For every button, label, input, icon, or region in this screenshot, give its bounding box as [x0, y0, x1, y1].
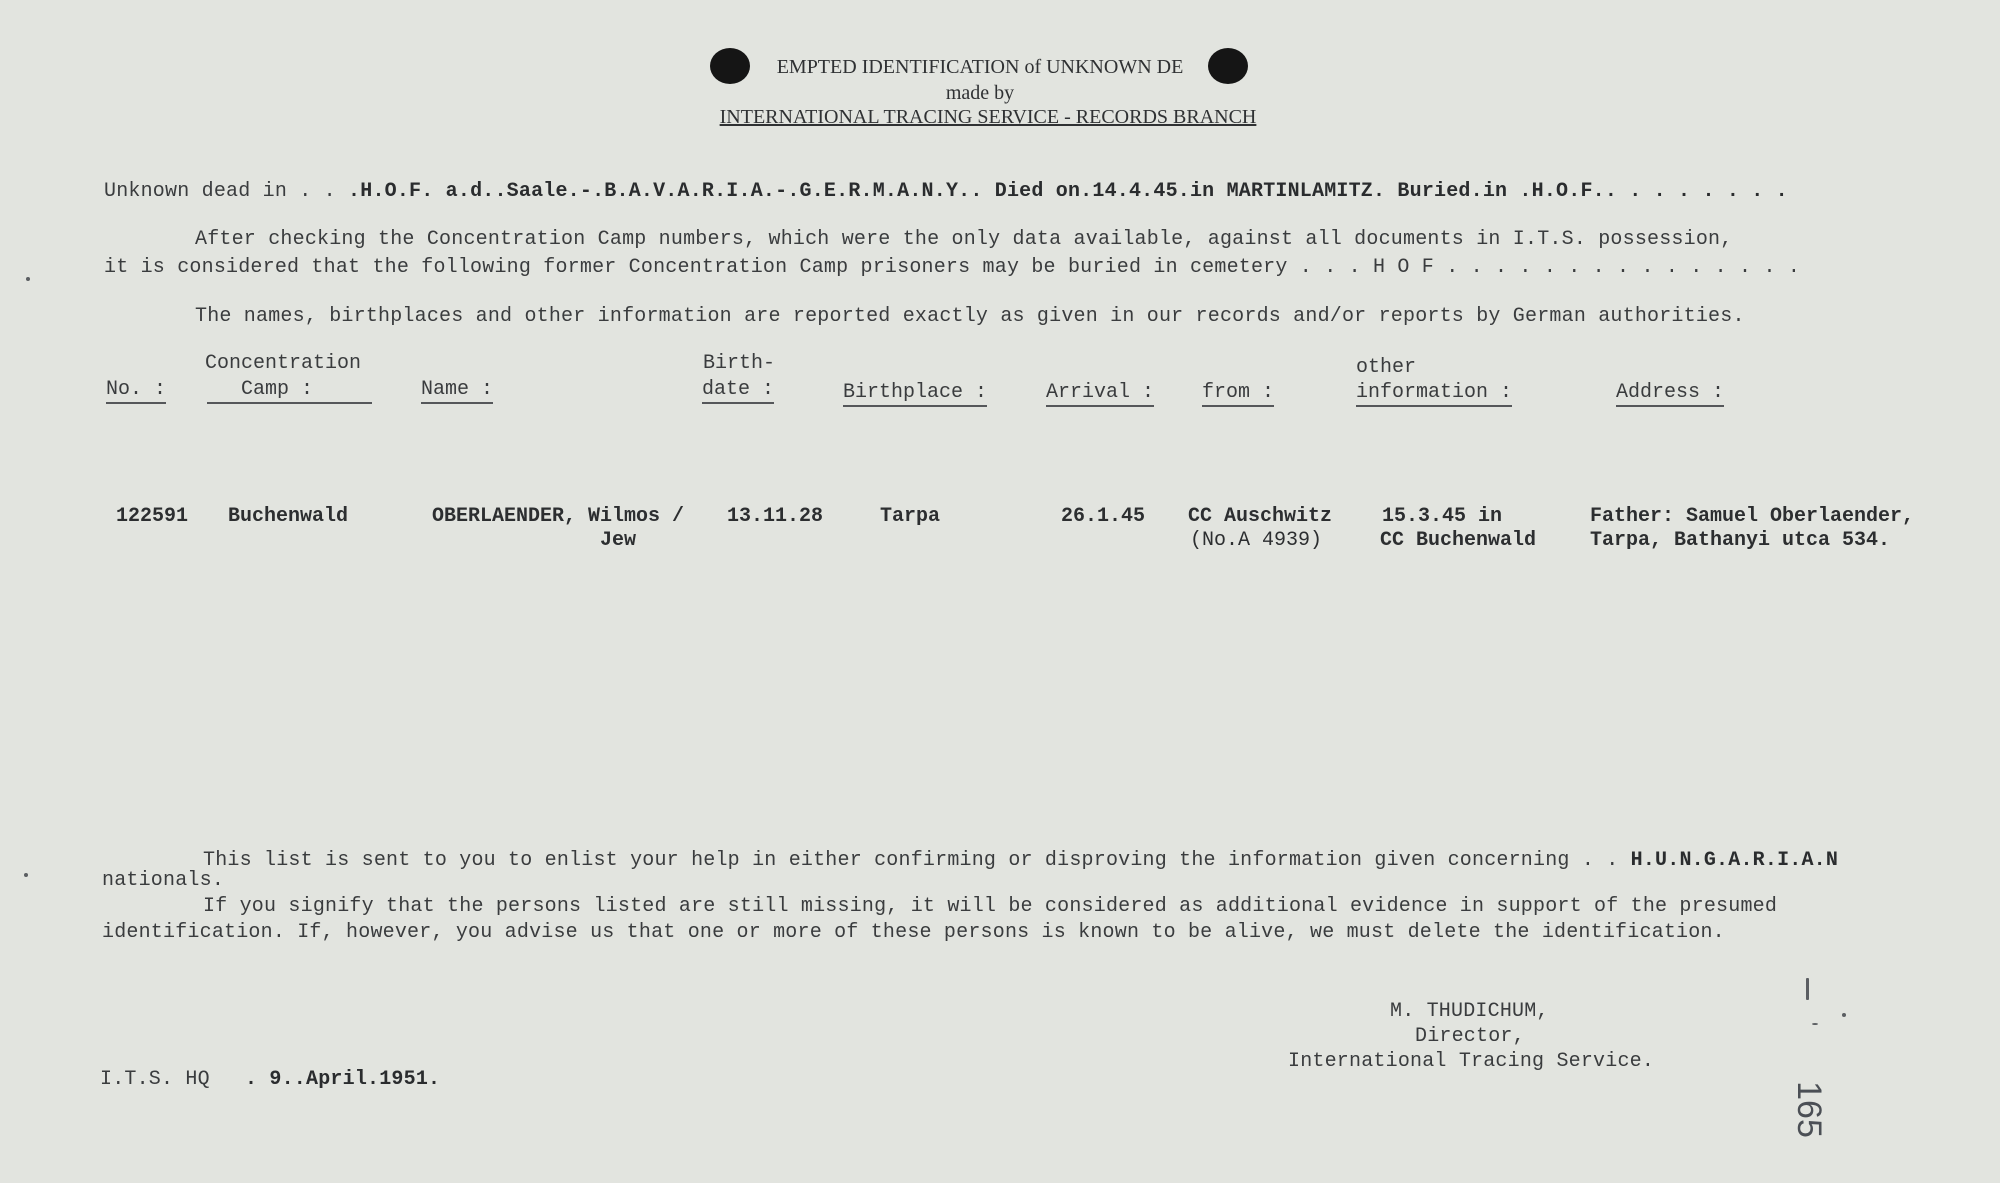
row-address-line-2: Tarpa, Bathanyi utca 534. — [1590, 529, 1891, 552]
document-title: EMPTED IDENTIFICATION of UNKNOWN DE — [776, 56, 1184, 78]
paragraph-1-line-2: it is considered that the following former Concentration Camp prisoners may be buried in cemetery . . . H O F . . . . . . . . . . . . . . . — [104, 256, 1801, 279]
paragraph-3-line-2: nationals. — [102, 869, 225, 892]
row-address-line-1: Father: Samuel Oberlaender, — [1590, 505, 1915, 528]
page-number-stamp: 165 — [1789, 1081, 1828, 1138]
header-other-top: other — [1356, 356, 1417, 379]
unknown-dead-details: .H.O.F. a.d..Saale.-.B.A.V.A.R.I.A.-.G.E.R.M.A.N.Y.. Died on.14.4.45.in MARTINLAMITZ. Buried.in .H.O.F.. . . . . . . . — [348, 180, 1788, 203]
row-birthplace: Tarpa — [880, 505, 941, 528]
header-camp-top: Concentration — [205, 352, 362, 375]
footer-date: . 9..April.1951. — [245, 1068, 441, 1091]
header-name: Name : — [421, 378, 493, 404]
paragraph-4-line-2: identification. If, however, you advise us that one or more of these persons is known to be alive, we must delete the identification. — [102, 921, 1725, 944]
row-from-line-1: CC Auschwitz — [1188, 505, 1333, 528]
speck — [26, 277, 30, 281]
header-birthplace: Birthplace : — [843, 381, 987, 407]
header-no: No. : — [106, 378, 166, 404]
row-other-line-1: 15.3.45 in — [1382, 505, 1503, 528]
nationality: H.U.N.G.A.R.I.A.N — [1630, 849, 1839, 872]
header-birthdate-top: Birth- — [703, 352, 776, 375]
made-by-line: made by — [945, 82, 1015, 104]
row-other-line-2: CC Buchenwald — [1380, 529, 1537, 552]
footer-location: I.T.S. HQ — [100, 1068, 210, 1091]
paragraph-1-line-1: After checking the Concentration Camp numbers, which were the only data available, against all documents in I.T.S. possession, — [195, 228, 1733, 251]
row-arrival: 26.1.45 — [1061, 505, 1146, 528]
header-birthdate: date : — [702, 378, 774, 404]
header-arrival: Arrival : — [1046, 381, 1154, 407]
speck — [24, 873, 28, 877]
header-other: information : — [1356, 381, 1512, 407]
row-camp: Buchenwald — [228, 505, 349, 528]
row-from-line-2: (No.A 4939) — [1190, 529, 1323, 552]
paragraph-3-line-1 — [203, 849, 1838, 872]
signature-title: Director, — [1415, 1025, 1525, 1048]
organization-heading: INTERNATIONAL TRACING SERVICE - RECORDS BRANCH — [719, 106, 1257, 128]
unknown-dead-prefix: Unknown dead in . . — [104, 180, 336, 203]
paragraph-4-line-1: If you signify that the persons listed are still missing, it will be considered as additional evidence in support of the presumed — [203, 895, 1778, 918]
signature-organization: International Tracing Service. — [1288, 1050, 1655, 1073]
row-no: 122591 — [116, 505, 189, 528]
signature-name: M. THUDICHUM, — [1390, 1000, 1549, 1023]
pen-mark — [1806, 978, 1809, 1000]
row-birthdate: 13.11.28 — [727, 505, 824, 528]
header-address: Address : — [1616, 381, 1724, 407]
header-from: from : — [1202, 381, 1274, 407]
row-name: OBERLAENDER, Wilmos / — [432, 505, 685, 528]
speck — [1842, 1013, 1846, 1017]
header-camp: Camp : — [207, 378, 372, 404]
paragraph-3-text: This list is sent to you to enlist your help in either confirming or disproving the information given concerning . . — [203, 849, 1619, 872]
row-name-note: Jew — [600, 529, 637, 552]
speck — [1812, 1023, 1818, 1025]
paragraph-2: The names, birthplaces and other information are reported exactly as given in our records and/or reports by German authorities. — [195, 305, 1745, 328]
unknown-dead-line — [104, 180, 1788, 203]
